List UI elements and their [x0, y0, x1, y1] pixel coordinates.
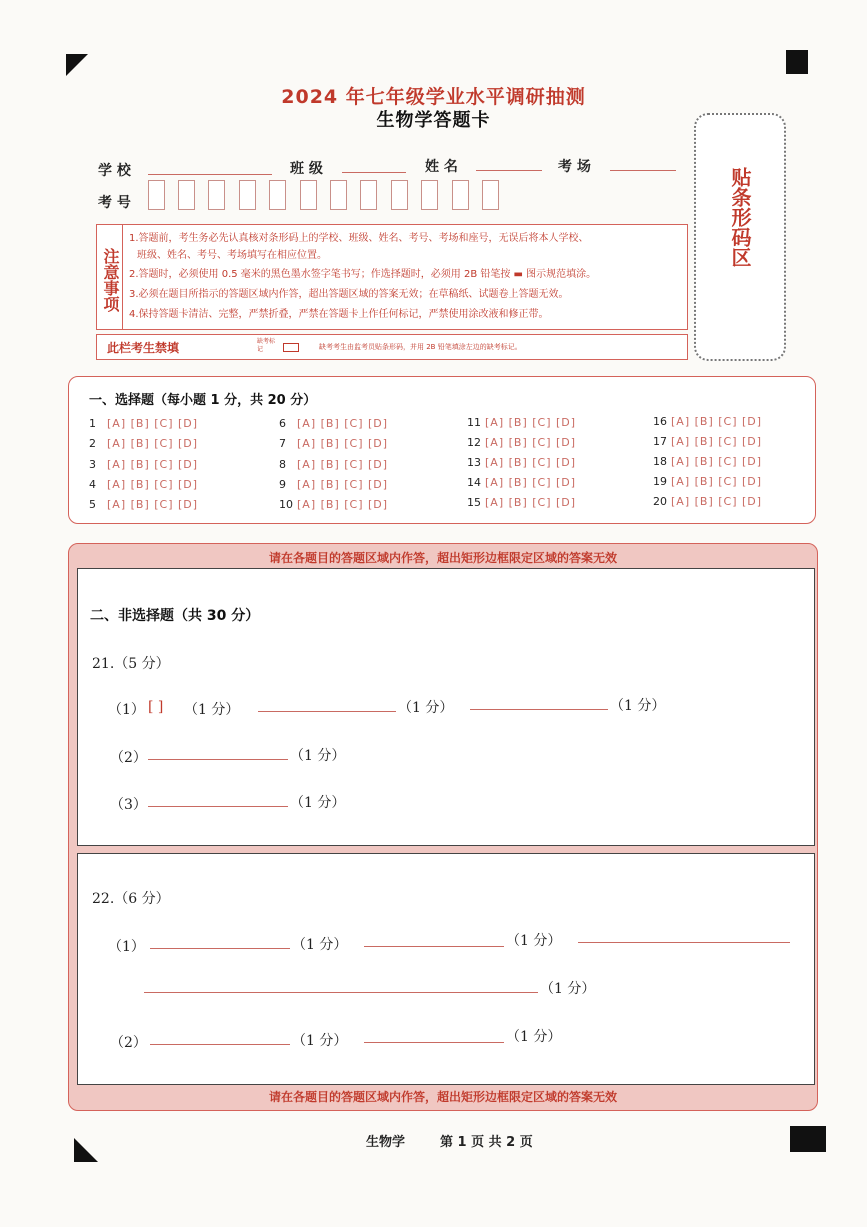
answer-options[interactable]: [A] [B] [C] [D]: [485, 476, 577, 489]
question-number: 14: [467, 476, 481, 489]
answer-options[interactable]: [A] [B] [C] [D]: [107, 458, 199, 471]
footer-subject: 生物学: [366, 1135, 406, 1150]
answer-options[interactable]: [A] [B] [C] [D]: [297, 417, 389, 430]
question-number: 5: [89, 498, 96, 511]
choice-item[interactable]: [653, 415, 762, 428]
answer-options[interactable]: [A] [B] [C] [D]: [671, 475, 763, 488]
corner-mark-bottom-right: [790, 1126, 826, 1152]
q22-answer-line[interactable]: [144, 978, 538, 993]
choice-item[interactable]: [467, 436, 576, 449]
footer-page: 第 1 页 共 2 页: [440, 1135, 533, 1150]
answer-area-warning-bottom: 请在各题目的答题区域内作答，超出矩形边框限定区域的答案无效: [268, 1090, 617, 1104]
absent-mark-box[interactable]: [283, 343, 299, 352]
question-number: 17: [653, 435, 667, 448]
q22-score: （1 分）: [292, 937, 348, 953]
q21-part1-label: （1）: [108, 702, 145, 718]
question-number: 16: [653, 415, 667, 428]
answer-options[interactable]: [A] [B] [C] [D]: [485, 456, 577, 469]
answer-options[interactable]: [A] [B] [C] [D]: [107, 437, 199, 450]
answer-options[interactable]: [A] [B] [C] [D]: [485, 496, 577, 509]
q21-answer-line[interactable]: [148, 792, 288, 807]
nonchoice-section-title: 二、非选择题（共 30 分）: [90, 608, 260, 624]
answer-options[interactable]: [A] [B] [C] [D]: [297, 437, 389, 450]
room-label: 考 场: [558, 159, 591, 175]
notice-item: 3.必须在题目所指示的答题区域内作答，超出答题区域的答案无效；在草稿纸、试题卷上答题无效。: [129, 289, 569, 300]
q21-score: （1 分）: [290, 795, 346, 811]
question-number: 8: [279, 458, 286, 471]
exam-id-box[interactable]: [148, 180, 165, 210]
question-number: 19: [653, 475, 667, 488]
answer-options[interactable]: [A] [B] [C] [D]: [297, 478, 389, 491]
q21-score: （1 分）: [290, 748, 346, 764]
q22-part1-label: （1）: [108, 939, 145, 955]
q22-part2-label: （2）: [110, 1035, 147, 1051]
question-number: 1: [89, 417, 96, 430]
answer-options[interactable]: [A] [B] [C] [D]: [107, 498, 199, 511]
q22-answer-line[interactable]: [364, 1028, 504, 1043]
question-number: 3: [89, 458, 96, 471]
page-title: 2024 年七年级学业水平调研抽测: [281, 86, 586, 108]
corner-mark-top-right: [786, 50, 808, 74]
corner-mark-top-left: [66, 54, 88, 76]
q21-part1-score: （1 分）: [184, 702, 240, 718]
choice-item[interactable]: [467, 476, 576, 489]
choice-item[interactable]: [279, 437, 388, 450]
school-field[interactable]: [148, 158, 272, 175]
question-number: 9: [279, 478, 286, 491]
question-22-label: 22.（6 分）: [92, 891, 170, 907]
choice-item[interactable]: [653, 475, 762, 488]
exam-id-box[interactable]: [391, 180, 408, 210]
school-label: 学 校: [98, 163, 131, 179]
exam-id-box[interactable]: [178, 180, 195, 210]
class-field[interactable]: [342, 156, 406, 173]
choice-item[interactable]: [89, 417, 198, 430]
q22-answer-line[interactable]: [150, 1030, 290, 1045]
page-subtitle: 生物学答题卡: [376, 110, 491, 131]
answer-options[interactable]: [A] [B] [C] [D]: [107, 417, 199, 430]
choice-item[interactable]: [467, 496, 576, 509]
question-number: 2: [89, 437, 96, 450]
q21-part1-bracket[interactable]: [ ]: [148, 699, 164, 715]
question-number: 11: [467, 416, 481, 429]
absent-mark-note: 缺考考生由监考员贴条形码，并用 2B 铅笔填涂左边的缺考标记。: [319, 343, 522, 351]
choice-item[interactable]: [279, 458, 388, 471]
notice-side-label: 注意事项: [97, 225, 123, 329]
question-number: 15: [467, 496, 481, 509]
q22-answer-line[interactable]: [364, 932, 504, 947]
choice-item[interactable]: [653, 455, 762, 468]
exam-id-box[interactable]: [239, 180, 256, 210]
q21-answer-line[interactable]: [258, 697, 396, 712]
answer-options[interactable]: [A] [B] [C] [D]: [671, 495, 763, 508]
question-number: 20: [653, 495, 667, 508]
choice-item[interactable]: [653, 495, 762, 508]
exam-id-box[interactable]: [208, 180, 225, 210]
exam-id-box[interactable]: [300, 180, 317, 210]
answer-options[interactable]: [A] [B] [C] [D]: [297, 498, 389, 511]
q21-answer-line[interactable]: [148, 745, 288, 760]
exam-id-label: 考 号: [98, 195, 131, 211]
exam-id-box[interactable]: [452, 180, 469, 210]
q21-score: （1 分）: [398, 700, 454, 716]
choice-item[interactable]: [467, 416, 576, 429]
q22-score: （1 分）: [540, 981, 596, 997]
barcode-area: [694, 113, 786, 361]
q21-part2-label: （2）: [110, 750, 147, 766]
exam-id-box[interactable]: [269, 180, 286, 210]
answer-options[interactable]: [A] [B] [C] [D]: [485, 436, 577, 449]
answer-options[interactable]: [A] [B] [C] [D]: [485, 416, 577, 429]
answer-options[interactable]: [A] [B] [C] [D]: [671, 435, 763, 448]
q21-score: （1 分）: [610, 698, 666, 714]
question-number: 13: [467, 456, 481, 469]
choice-item[interactable]: [279, 478, 388, 491]
class-label: 班 级: [290, 161, 323, 177]
question-number: 10: [279, 498, 293, 511]
choice-item[interactable]: [279, 417, 388, 430]
question-number: 18: [653, 455, 667, 468]
q21-answer-line[interactable]: [470, 695, 608, 710]
choice-item[interactable]: [467, 456, 576, 469]
forbidden-strip: [96, 334, 688, 360]
question-number: 6: [279, 417, 286, 430]
q22-score: （1 分）: [292, 1033, 348, 1049]
choice-item[interactable]: [89, 478, 198, 491]
q22-score: （1 分）: [506, 933, 562, 949]
choice-section-title: 一、选择题（每小题 1 分，共 20 分）: [89, 393, 317, 408]
choice-item[interactable]: [89, 437, 198, 450]
room-field[interactable]: [610, 154, 676, 171]
exam-id-box[interactable]: [360, 180, 377, 210]
question-21-label: 21.（5 分）: [92, 656, 170, 672]
choice-item[interactable]: [279, 498, 388, 511]
name-label: 姓 名: [425, 159, 458, 175]
barcode-area-label: 贴条形码区: [728, 167, 752, 267]
notice-box: [96, 224, 688, 330]
exam-id-box[interactable]: [421, 180, 438, 210]
notice-item: 4.保持答题卡清洁、完整，严禁折叠，严禁在答题卡上作任何标记，严禁使用涂改液和修正带。: [129, 309, 549, 320]
question-number: 7: [279, 437, 286, 450]
answer-area-warning-top: 请在各题目的答题区域内作答，超出矩形边框限定区域的答案无效: [268, 551, 617, 565]
q21-part3-label: （3）: [110, 797, 147, 813]
name-field[interactable]: [476, 154, 542, 171]
question-22-box: [77, 853, 815, 1085]
answer-options[interactable]: [A] [B] [C] [D]: [107, 478, 199, 491]
corner-mark-bottom-left: [74, 1138, 98, 1162]
question-number: 12: [467, 436, 481, 449]
answer-options[interactable]: [A] [B] [C] [D]: [297, 458, 389, 471]
question-number: 4: [89, 478, 96, 491]
choice-section: [68, 376, 816, 524]
exam-id-box[interactable]: [482, 180, 499, 210]
exam-id-box[interactable]: [330, 180, 347, 210]
absent-mark-label: 缺考标记: [257, 338, 276, 353]
notice-item: 1.答题前，考生务必先认真核对条形码上的学校、班级、姓名、考号、考场和座号，无误后将本人学校、: [129, 233, 589, 244]
q22-answer-line[interactable]: [150, 934, 290, 949]
choice-item[interactable]: [89, 458, 198, 471]
question-21-box: [77, 568, 815, 846]
notice-item: 班级、姓名、考号、考场填写在相应位置。: [137, 250, 327, 261]
answer-options[interactable]: [A] [B] [C] [D]: [671, 415, 763, 428]
notice-item: 2.答题时，必须使用 0.5 毫米的黑色墨水签字笔书写；作选择题时，必须用 2B 铅笔按 ▬ 图示规范填涂。: [129, 269, 597, 280]
choice-item[interactable]: [89, 498, 198, 511]
q22-answer-line[interactable]: [578, 928, 790, 943]
forbidden-label: 此栏考生禁填: [107, 341, 180, 355]
q22-score: （1 分）: [506, 1029, 562, 1045]
choice-item[interactable]: [653, 435, 762, 448]
answer-options[interactable]: [A] [B] [C] [D]: [671, 455, 763, 468]
answer-area-frame: [68, 543, 818, 1111]
